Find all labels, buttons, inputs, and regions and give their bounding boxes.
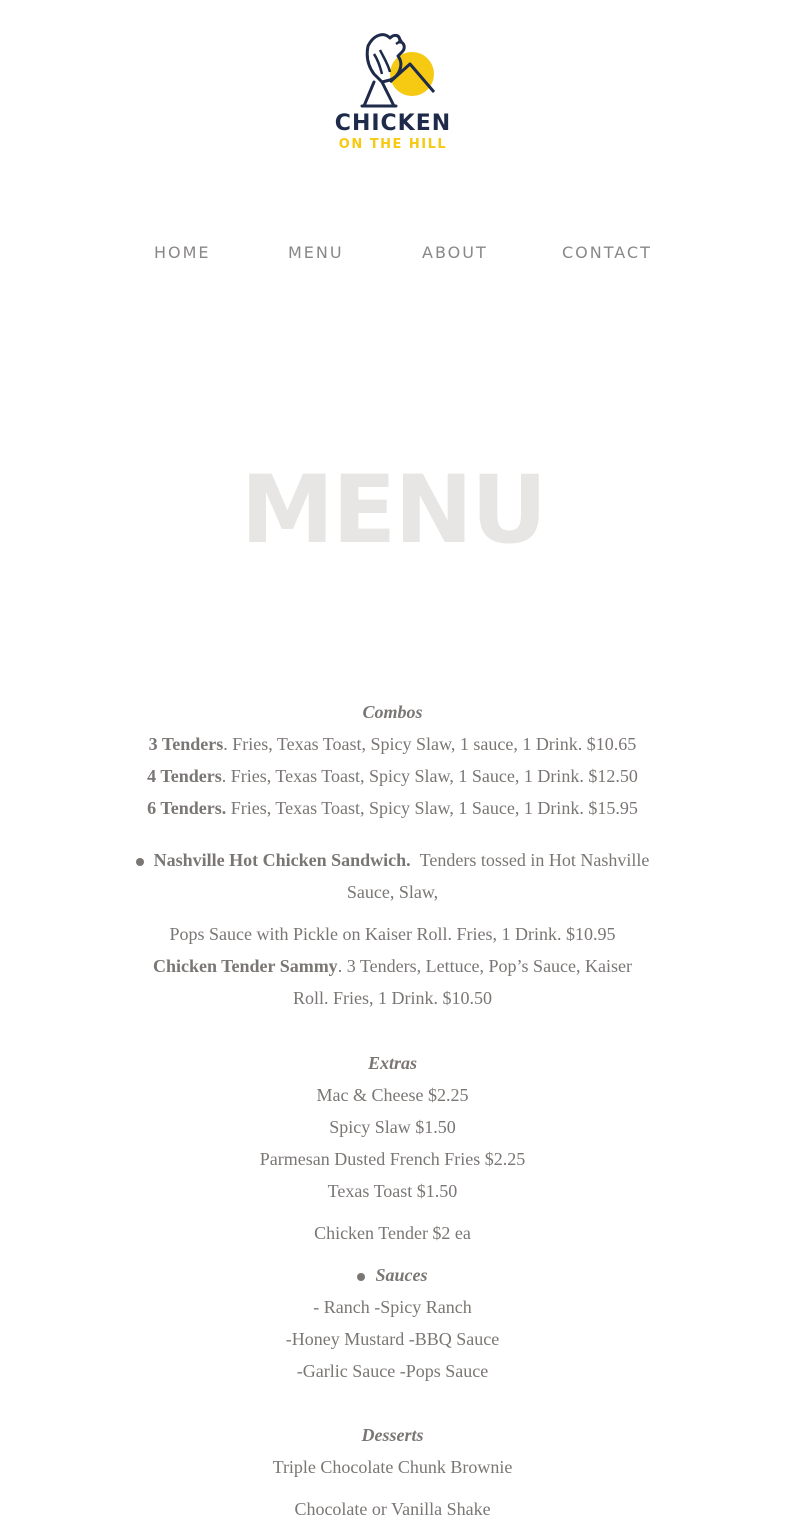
nashville-item-cont — [0, 876, 785, 908]
combo-item-desc: Fries, Texas Toast, Spicy Slaw, 1 Sauce, 1 Drink. $15.95 — [226, 798, 638, 818]
nashville-desc-3: Pops Sauce with Pickle on Kaiser Roll. Fries, 1 Drink. $10.95 — [169, 924, 616, 944]
extras-item: Spicy Slaw $1.50 — [329, 1117, 456, 1137]
nashville-list — [0, 844, 785, 908]
nav-home[interactable]: HOME — [154, 243, 211, 262]
sauces-line: -Honey Mustard -BBQ Sauce — [285, 1329, 500, 1349]
sauces-heading — [0, 1259, 785, 1291]
combo-item — [0, 792, 785, 824]
bullet-icon — [136, 858, 144, 866]
page-title — [0, 448, 785, 568]
main-nav — [0, 240, 785, 266]
extras-item: Parmesan Dusted French Fries $2.25 — [259, 1149, 526, 1169]
nashville-desc-1: Tenders tossed in Hot Nashville — [419, 850, 650, 870]
combo-item-name: 6 Tenders. — [147, 798, 227, 818]
nav-contact[interactable]: CONTACT — [562, 243, 652, 262]
page-title-text: MENU — [240, 456, 546, 565]
combo-item — [0, 728, 785, 760]
desserts-heading: Desserts — [361, 1425, 424, 1445]
combo-item-desc: . Fries, Texas Toast, Spicy Slaw, 1 sauce, 1 Drink. $10.65 — [223, 734, 637, 754]
rooster-sun-icon — [334, 30, 452, 110]
nashville-name: Nashville Hot Chicken Sandwich. — [153, 850, 411, 870]
desserts-item: Chocolate or Vanilla Shake — [294, 1499, 491, 1519]
bullet-icon — [357, 1273, 365, 1281]
extras-item: Mac & Cheese $2.25 — [316, 1085, 469, 1105]
sammy-desc-2: Roll. Fries, 1 Drink. $10.50 — [292, 988, 492, 1008]
menu-content — [0, 696, 785, 1525]
sauces-heading-text: Sauces — [375, 1265, 428, 1285]
sammy-item — [0, 950, 785, 982]
combo-item — [0, 760, 785, 792]
sauces-line: - Ranch -Spicy Ranch — [313, 1297, 472, 1317]
brand-name: CHICKEN — [334, 111, 452, 136]
sammy-desc-1: . 3 Tenders, Lettuce, Pop’s Sauce, Kaiser — [337, 956, 633, 976]
nashville-desc-2: Sauce, Slaw, — [346, 882, 439, 902]
desserts-item: Triple Chocolate Chunk Brownie — [272, 1457, 513, 1477]
combo-item-name: 3 Tenders — [148, 734, 224, 754]
nashville-item — [0, 844, 785, 876]
combo-item-name: 4 Tenders — [147, 766, 222, 786]
combo-item-desc: . Fries, Texas Toast, Spicy Slaw, 1 Sauce, 1 Drink. $12.50 — [221, 766, 638, 786]
brand-logo[interactable] — [334, 30, 452, 154]
nav-menu[interactable]: MENU — [288, 243, 344, 262]
extras-item: Chicken Tender $2 ea — [314, 1223, 471, 1243]
combos-heading: Combos — [362, 702, 423, 722]
sammy-name: Chicken Tender Sammy — [152, 956, 338, 976]
sauces-line: -Garlic Sauce -Pops Sauce — [296, 1361, 489, 1381]
extras-item: Texas Toast $1.50 — [327, 1181, 458, 1201]
extras-heading: Extras — [367, 1053, 418, 1073]
nav-about[interactable]: ABOUT — [422, 243, 488, 262]
brand-tagline: ON THE HILL — [338, 137, 448, 152]
